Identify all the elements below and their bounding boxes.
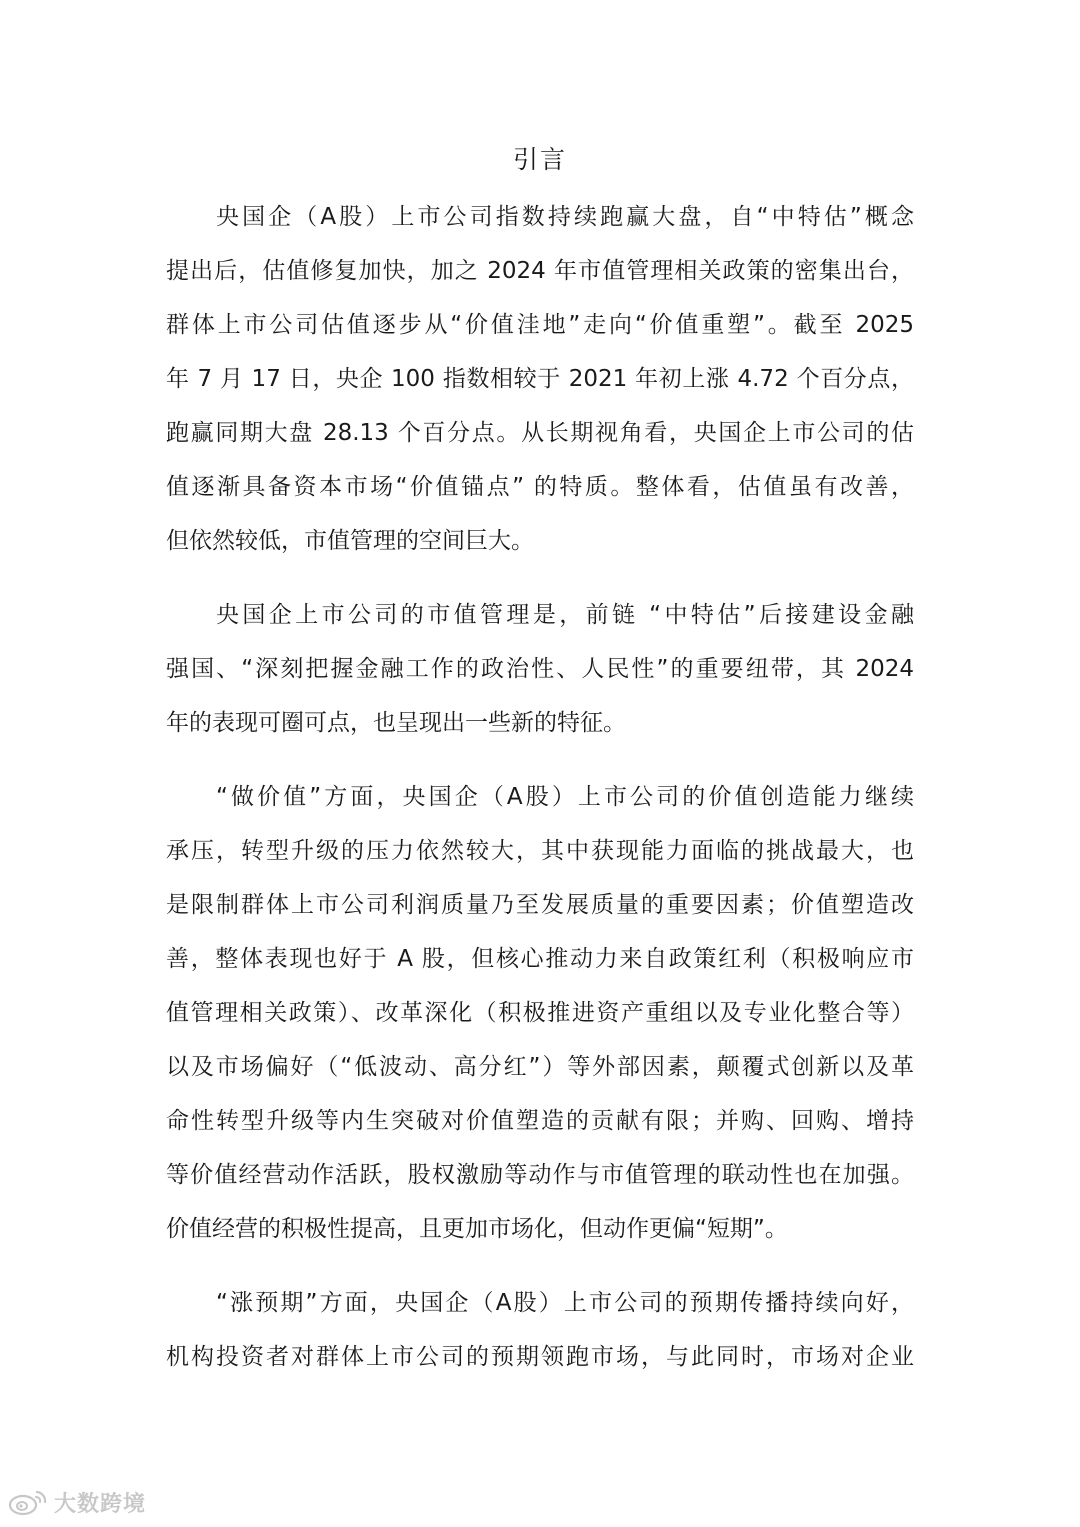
paragraph-line: 值逐渐具备资本市场“价值锚点” 的特质。整体看，估值虽有改善， [166,474,914,500]
paragraph-line: 群体上市公司估值逐步从“价值洼地”走向“价值重塑”。截至 2025 [166,312,914,338]
paragraph-line: 年的表现可圈可点，也呈现出一些新的特征。 [166,710,626,736]
paragraph-line: 但依然较低，市值管理的空间巨大。 [166,528,534,554]
page-title: 引言 [512,145,567,174]
paragraph-line: 提出后，估值修复加快，加之 2024 年市值管理相关政策的密集出台， [166,258,914,284]
paragraph-line: 值管理相关政策）、改革深化（积极推进资产重组以及专业化整合等） [166,1000,914,1026]
paragraph-line: 央国企上市公司的市值管理是，前链 “中特估”后接建设金融 [216,602,914,628]
paragraph-line: 承压，转型升级的压力依然较大，其中获现能力面临的挑战最大，也 [166,838,914,864]
watermark-text: 大数跨境 [54,1491,147,1517]
paragraph-line: 价值经营的积极性提高，且更加市场化，但动作更偏“短期”。 [166,1216,788,1242]
paragraph-line: “做价值”方面，央国企（A股）上市公司的价值创造能力继续 [216,784,914,810]
paragraph-line: 强国、“深刻把握金融工作的政治性、人民性”的重要纽带，其 2024 [166,656,914,682]
paragraph-line: 跑赢同期大盘 28.13 个百分点。从长期视角看，央国企上市公司的估 [166,420,914,446]
paragraph-line: 央国企（A股）上市公司指数持续跑赢大盘，自“中特估”概念 [216,204,914,230]
paragraph-line: 机构投资者对群体上市公司的预期领跑市场，与此同时，市场对企业 [166,1344,914,1370]
paragraph-line: 等价值经营动作活跃，股权激励等动作与市值管理的联动性也在加强。 [166,1162,914,1188]
paragraph-line: 年 7 月 17 日，央企 100 指数相较于 2021 年初上涨 4.72 个百分点， [166,366,914,392]
paragraph-line: 是限制群体上市公司利润质量乃至发展质量的重要因素；价值塑造改 [166,892,914,918]
watermark [8,1486,146,1518]
paragraph-line: 命性转型升级等内生突破对价值塑造的贡献有限；并购、回购、增持 [166,1108,914,1134]
paragraph-line: “涨预期”方面，央国企（A股）上市公司的预期传播持续向好， [216,1290,914,1316]
paragraph-line: 以及市场偏好（“低波动、高分红”）等外部因素，颠覆式创新以及革 [166,1054,914,1080]
weibo-logo-icon [8,1488,48,1516]
paragraph-line: 善，整体表现也好于 A 股，但核心推动力来自政策红利（积极响应市 [166,946,914,972]
